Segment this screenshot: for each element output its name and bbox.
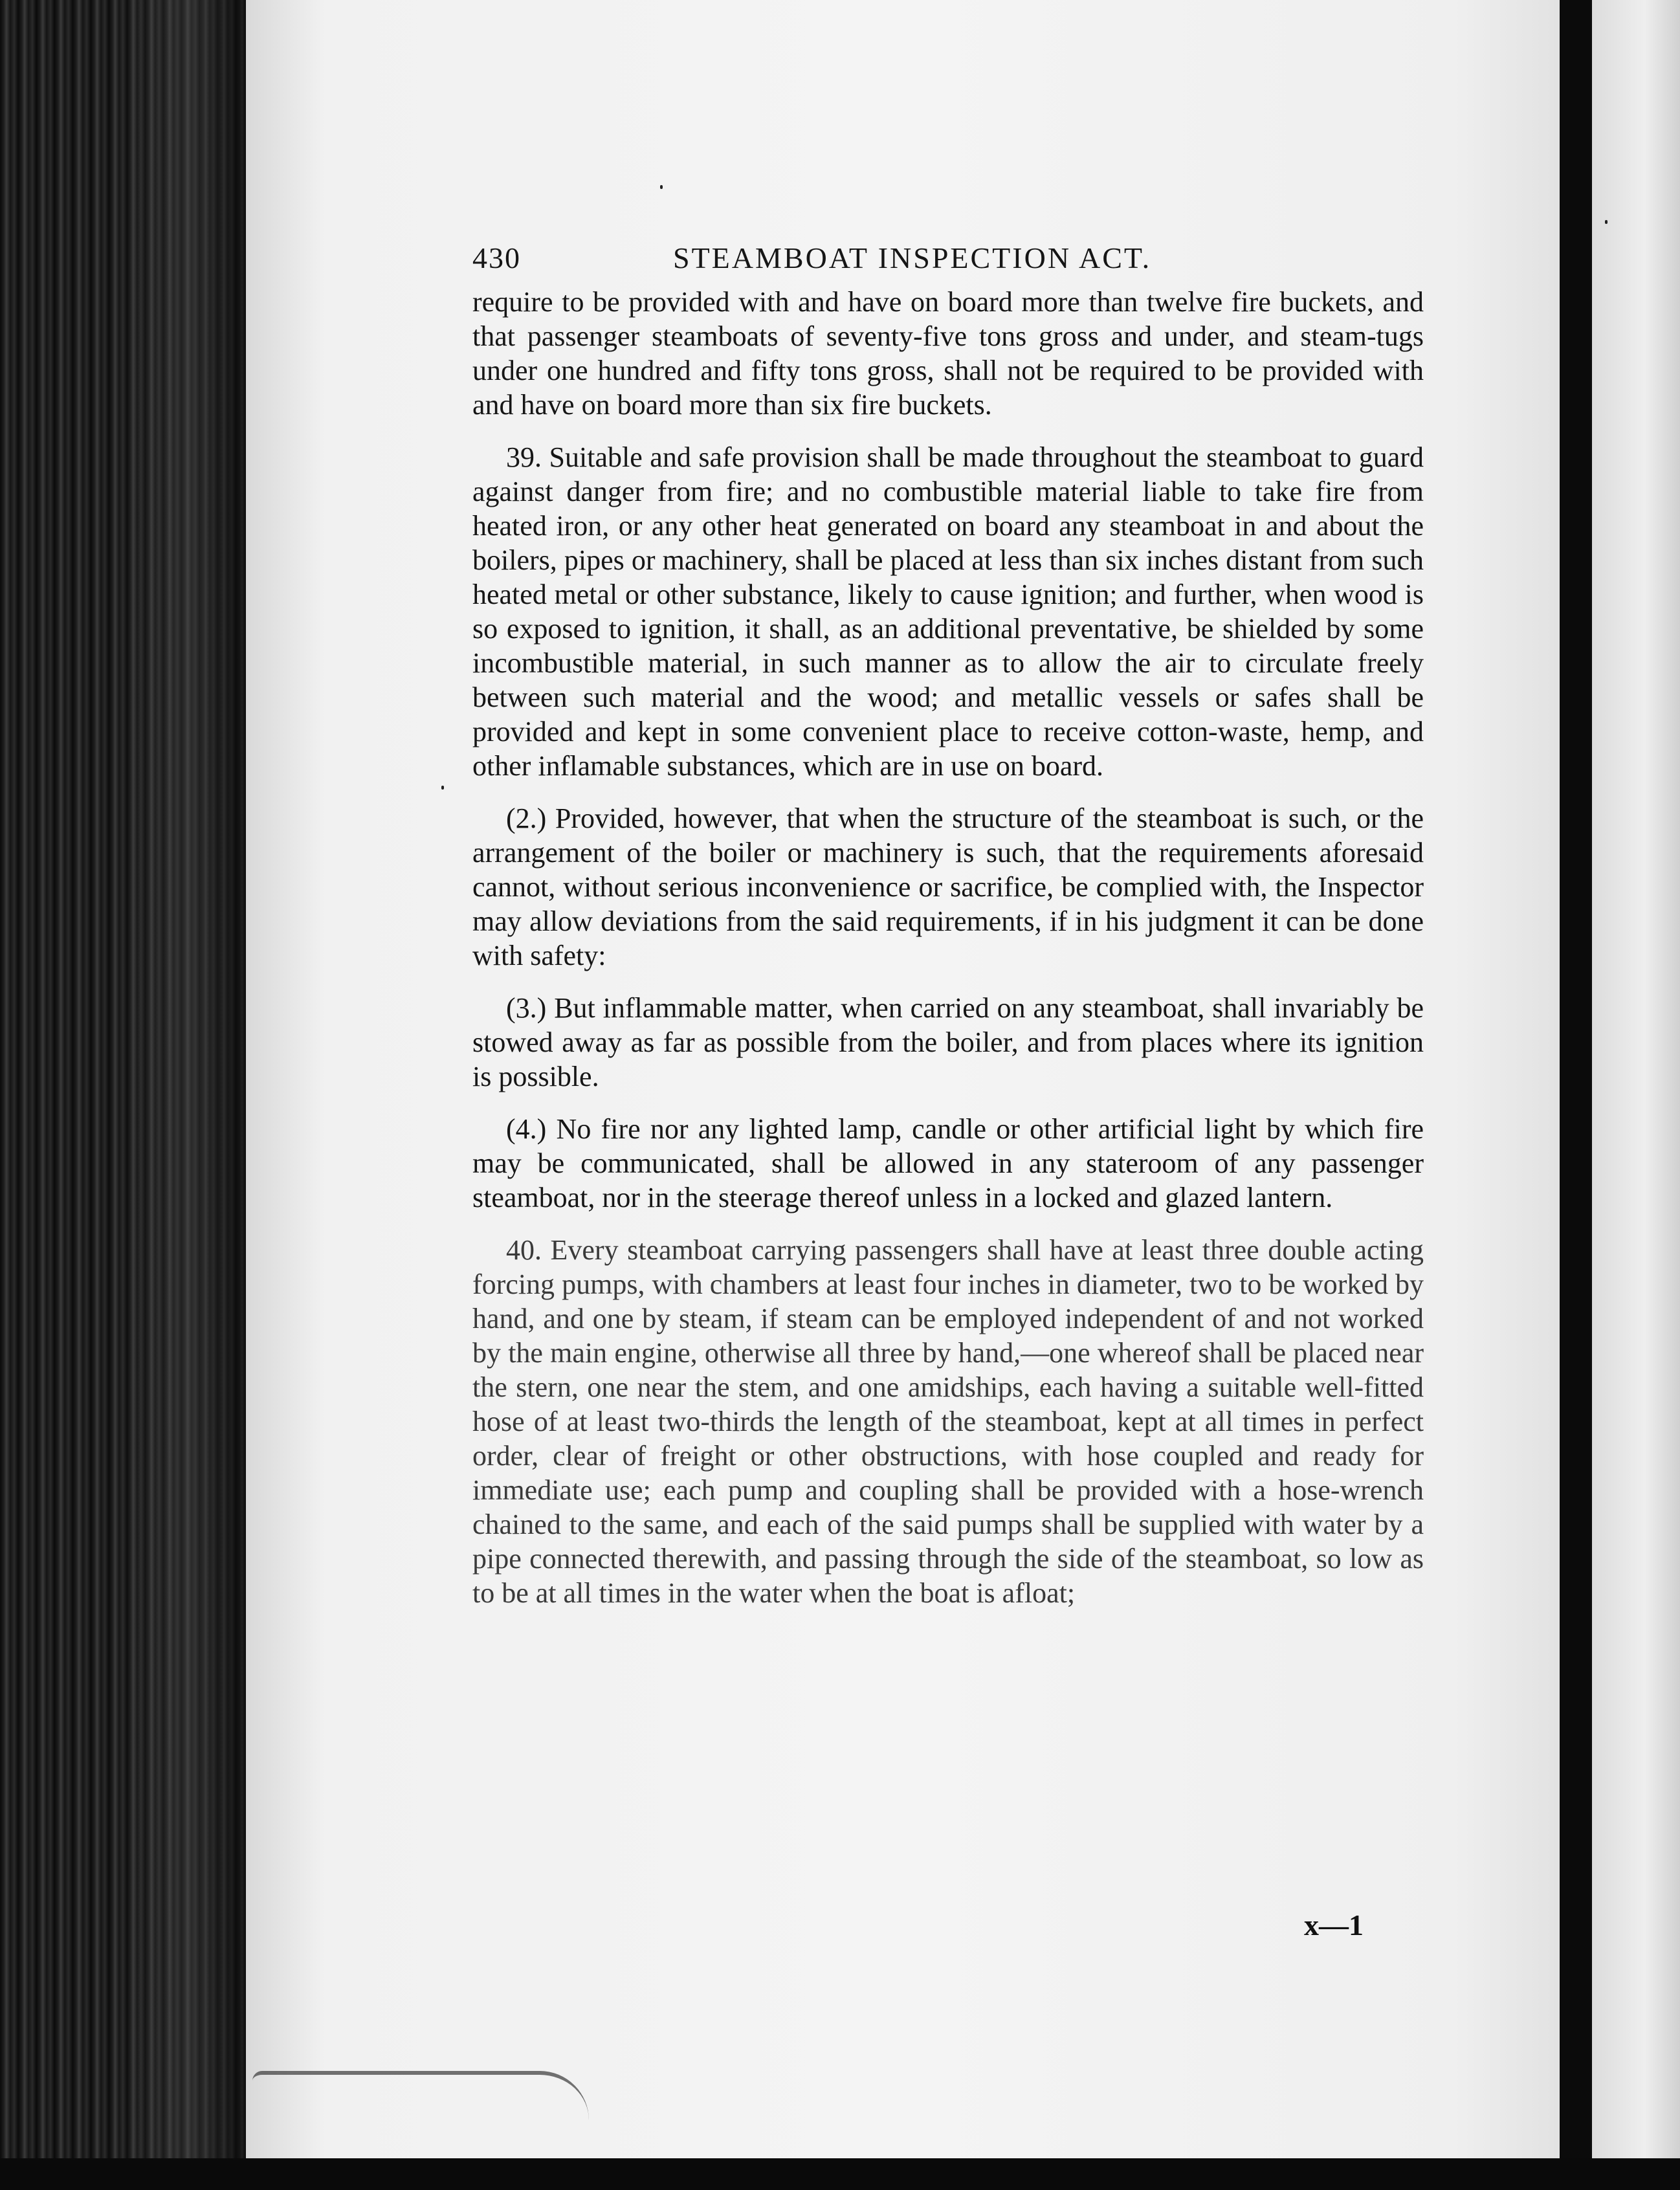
book-gutter bbox=[1560, 0, 1592, 2190]
bottom-dark-band bbox=[0, 2158, 1680, 2190]
page-header bbox=[472, 227, 1424, 285]
page-edge-shadow bbox=[116, 0, 252, 2190]
section-40-paragraph: 40. Every steamboat carrying passengers shall have at least three double acting forcing pumps, with chambers at least four inches in diameter, two to be worked by hand, and one by steam, if steam can be employed independent of and not worked by the main engine, otherwise all three by hand,—one whereof shall be placed near the stern, one near the stem, and one amidships, each having a suitable well-fitted hose of at least two-thirds the length of the steamboat, kept at all times in perfect order, clear of freight or other obstructions, with hose coupled and ready for immediate use; each pump and coupling shall be provided with a hose-wrench chained to the same, and each of the said pumps shall be supplied with water by a pipe connected therewith, and passing through the side of the steamboat, so low as to be at all times in the water when the boat is afloat; bbox=[472, 1234, 1424, 1609]
scan-speck bbox=[1605, 220, 1608, 224]
scan-speck bbox=[660, 185, 663, 189]
subsection-3-paragraph: (3.) But inflammable matter, when carried on any steamboat, shall invariably be stowed away as far as possible from the boiler, and from places where its ignition is possible. bbox=[472, 992, 1424, 1092]
next-page-sliver bbox=[1592, 0, 1680, 2190]
paragraph-continued: require to be provided with and have on board more than twelve fire buckets, and that passenger steamboats of seventy-five tons gross and under, and steam-tugs under one hundred and fifty tons gross, shall not be required to be provided with and have on board more than six fire buckets. bbox=[472, 286, 1424, 421]
scan-speck bbox=[441, 786, 444, 790]
subsection-2-paragraph: (2.) Provided, however, that when the structure of the steamboat is such, or the arrangement of the boiler or machinery is such, that the requirements aforesaid cannot, without serious inconvenience or sacrifice, be complied with, the Inspector may allow deviations from the said requirements, if in his judgment it can be done with safety: bbox=[472, 802, 1424, 971]
printer-signature-mark: x—1 bbox=[1304, 1908, 1364, 1941]
running-title: STEAMBOAT INSPECTION ACT. bbox=[673, 241, 1152, 274]
page-curl bbox=[252, 2071, 589, 2120]
page-text bbox=[472, 227, 1424, 1628]
section-39-paragraph: 39. Suitable and safe provision shall be made throughout the steamboat to guard against danger from fire; and no combustible material liable to take fire from heated iron, or any other heat generated on board any steamboat in and about the boilers, pipes or machinery, shall be placed at less than six inches distant from such heated metal or other substance, likely to cause ignition; and further, when wood is so exposed to ignition, it shall, as an additional preventative, be shielded by some incombustible material, in such manner as to allow the air to circulate freely between such material and the wood; and metallic vessels or safes shall be provided and kept in some convenient place to receive cotton-waste, hemp, and other inflamable substances, which are in use on board. bbox=[472, 441, 1424, 782]
subsection-4-paragraph: (4.) No fire nor any lighted lamp, candle or other artificial light by which fire may be communicated, shall be allowed in any stateroom of any passenger steamboat, nor in the steerage thereof unless in a locked and glazed lantern. bbox=[472, 1113, 1424, 1213]
page-number: 430 bbox=[472, 241, 521, 274]
